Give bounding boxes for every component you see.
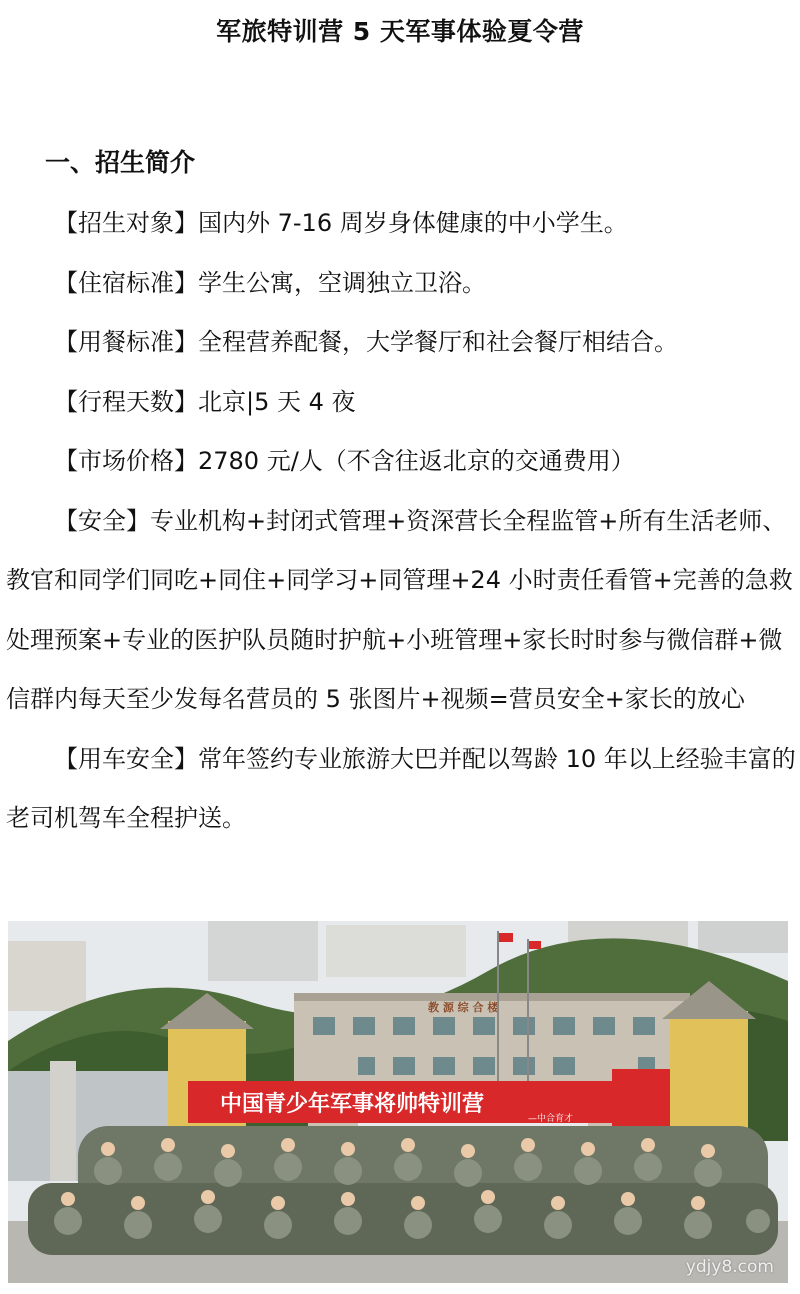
watermark: ydjy8.com xyxy=(685,1257,774,1277)
info-paragraph-accommodation xyxy=(6,254,796,314)
info-paragraph-target-students xyxy=(6,194,796,254)
info-label: 【住宿标准】 xyxy=(54,268,198,297)
info-paragraph-vehicle-safety xyxy=(6,730,796,849)
banner-text: 中国青少年军事将帅特训营 xyxy=(220,1092,485,1117)
info-label: 【安全】 xyxy=(54,506,150,535)
info-text: 国内外 7-16 周岁身体健康的中小学生。 xyxy=(198,209,628,237)
info-paragraph-itinerary xyxy=(6,373,796,433)
info-text: 全程营养配餐，大学餐厅和社会餐厅相结合。 xyxy=(198,328,678,356)
info-text: 北京|5 天 4 夜 xyxy=(198,387,356,416)
document-body xyxy=(6,194,796,849)
info-paragraph-price xyxy=(6,432,796,492)
info-label: 【招生对象】 xyxy=(54,209,198,237)
section-heading: 一、招生简介 xyxy=(45,148,196,177)
camper-group xyxy=(28,1126,778,1255)
info-label: 【用餐标准】 xyxy=(54,328,198,356)
banner-subtext: —中合育才 xyxy=(528,1114,574,1124)
info-label: 【用车安全】 xyxy=(54,744,198,773)
info-label: 【行程天数】 xyxy=(54,387,198,416)
info-text: 2780 元/人（不含往返北京的交通费用） xyxy=(198,447,635,475)
group-photo-illustration xyxy=(8,921,788,1283)
info-paragraph-meals xyxy=(6,313,796,373)
info-text: 专业机构+封闭式管理+资深营长全程监管+所有生活老师、教官和同学们同吃+同住+同学习+同管理+24 小时责任看管+完善的急救处理预案+专业的医护队员随时护航+小班管理+家长时时参与微信群+微信群内每天至少发每名营员的 5 张图片+视频=营员安全+家长的放心 xyxy=(6,506,793,713)
group-photo xyxy=(8,921,788,1283)
info-paragraph-safety xyxy=(6,492,796,730)
info-text: 学生公寓，空调独立卫浴。 xyxy=(198,268,486,297)
building-sign: 教 源 综 合 楼 xyxy=(428,1001,499,1014)
document-title: 军旅特训营 5 天军事体验夏令营 xyxy=(216,17,584,46)
info-text: 常年签约专业旅游大巴并配以驾龄 10 年以上经验丰富的老司机驾车全程护送。 xyxy=(6,744,796,832)
info-label: 【市场价格】 xyxy=(54,447,198,475)
